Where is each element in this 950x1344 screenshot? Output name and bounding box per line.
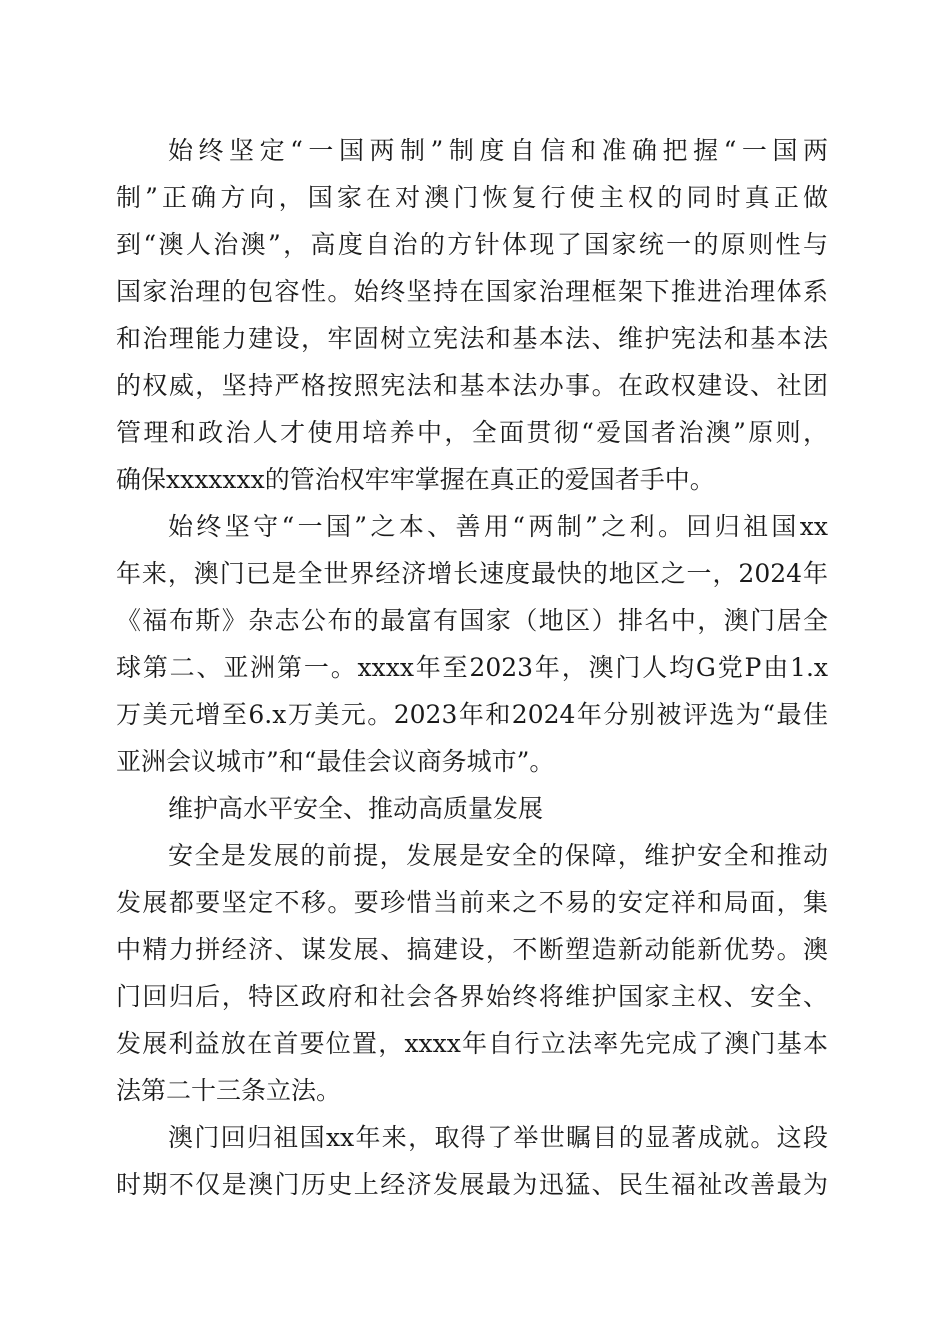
text-line: 管理和政治人才使用培养中，全面贯彻“爱国者治澳”原则， xyxy=(116,418,828,447)
text-line: 发展利益放在首要位置，xxxx年自行立法率先完成了澳门基本 xyxy=(116,1029,828,1058)
heading-text: 维护高水平安全、推动高质量发展 xyxy=(168,794,544,823)
text-line: 和治理能力建设，牢固树立宪法和基本法、维护宪法和基本法 xyxy=(116,324,828,353)
text-line: 国家治理的包容性。始终坚持在国家治理框架下推进治理体系 xyxy=(116,277,828,306)
document-body xyxy=(116,127,828,1208)
text-line: 制”正确方向，国家在对澳门恢复行使主权的同时真正做 xyxy=(116,183,828,212)
text-line: 法第二十三条立法。 xyxy=(116,1076,342,1105)
text-line: 亚洲会议城市”和“最佳会议商务城市”。 xyxy=(116,747,555,776)
paragraph-one-country-two-systems xyxy=(116,127,828,503)
text-line: 的权威，坚持严格按照宪法和基本法办事。在政权建设、社团 xyxy=(116,371,828,400)
text-line: 门回归后，特区政府和社会各界始终将维护国家主权、安全、 xyxy=(116,982,828,1011)
text-line: 年来，澳门已是全世界经济增长速度最快的地区之一，2024年 xyxy=(116,559,828,588)
text-line: 到“澳人治澳”，高度自治的方针体现了国家统一的原则性与 xyxy=(116,230,828,259)
text-line: 《福布斯》杂志公布的最富有国家（地区）排名中，澳门居全 xyxy=(116,606,828,635)
text-line: 发展都要坚定不移。要珍惜当前来之不易的安定祥和局面，集 xyxy=(116,888,828,917)
text-line: 确保xxxxxxx的管治权牢牢掌握在真正的爱国者手中。 xyxy=(116,465,715,494)
text-line: 澳门回归祖国xx年来，取得了举世瞩目的显著成就。这段 xyxy=(168,1123,828,1152)
paragraph-security-development xyxy=(116,832,828,1114)
text-line: 万美元增至6.x万美元。2023年和2024年分别被评选为“最佳 xyxy=(116,700,828,729)
section-heading xyxy=(116,785,828,832)
text-line: 始终坚定“一国两制”制度自信和准确把握“一国两 xyxy=(168,136,828,165)
text-line: 球第二、亚洲第一。xxxx年至2023年，澳门人均G党P由1.x xyxy=(116,653,828,682)
text-line: 安全是发展的前提，发展是安全的保障，维护安全和推动 xyxy=(168,841,828,870)
text-line: 中精力拼经济、谋发展、搞建设，不断塑造新动能新优势。澳 xyxy=(116,935,828,964)
paragraph-economic-growth xyxy=(116,503,828,785)
text-line: 始终坚守“一国”之本、善用“两制”之利。回归祖国xx xyxy=(168,512,828,541)
paragraph-achievements xyxy=(116,1114,828,1208)
text-line: 时期不仅是澳门历史上经济发展最为迅猛、民生福祉改善最为 xyxy=(116,1170,828,1199)
